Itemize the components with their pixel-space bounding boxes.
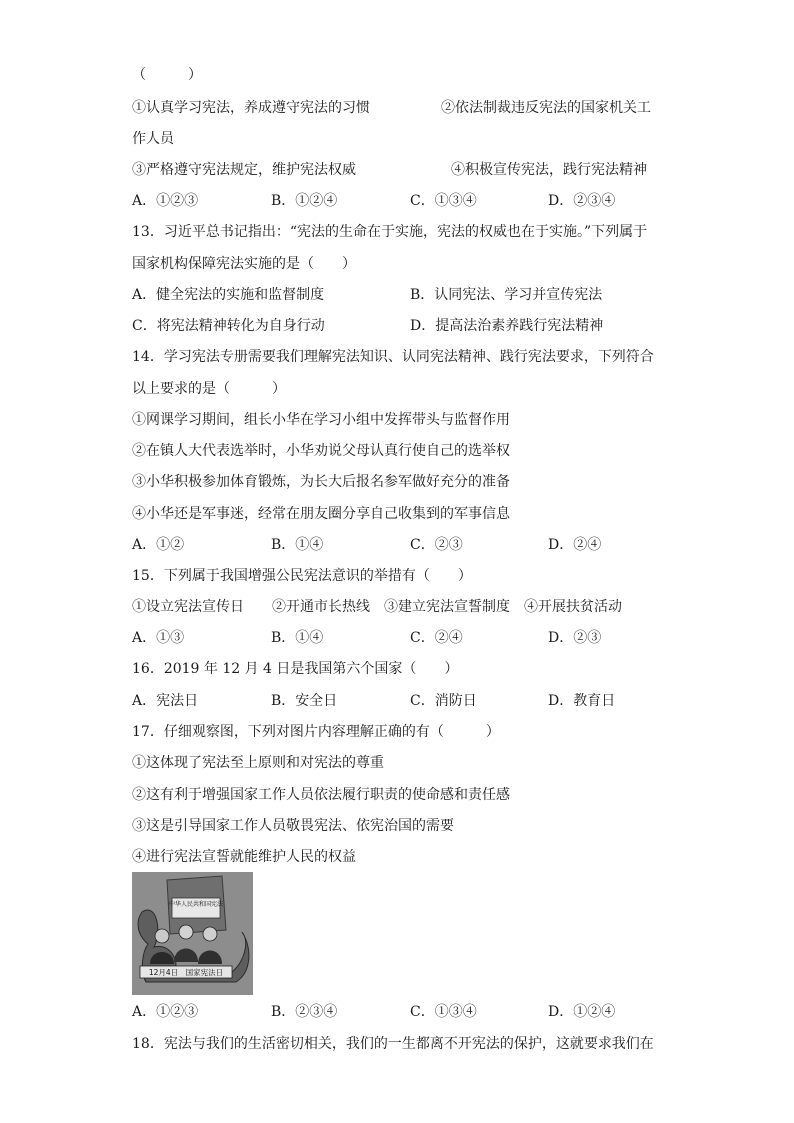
q13-option-a[interactable]: A．健全宪法的实施和监督制度 (132, 287, 325, 303)
q17-option-c[interactable]: C．①③④ (410, 1004, 477, 1020)
q13-option-c[interactable]: C．将宪法精神转化为自身行动 (132, 318, 325, 334)
q12-option-d[interactable]: D．②③④ (548, 193, 616, 209)
q17-option-b[interactable]: B．②③④ (271, 1004, 338, 1020)
q16-option-c[interactable]: C．消防日 (410, 693, 477, 709)
q15-stem: 15．下列属于我国增强公民宪法意识的举措有（ ） (132, 568, 472, 584)
q16-stem: 16．2019 年 12 月 4 日是我国第六个国家（ ） (132, 661, 459, 677)
q17-stem: 17．仔细观察图，下列对图片内容理解正确的有（ ） (132, 724, 500, 740)
q17-statement-4: ④进行宪法宣誓就能维护人民的权益 (132, 849, 356, 865)
q14-option-a[interactable]: A．①② (132, 537, 185, 553)
q18-stem-line-1: 18．宪法与我们的生活密切相关，我们的一生都离不开宪法的保护，这就要求我们在 (132, 1036, 654, 1052)
q12-statement-3: ③严格遵守宪法规定，维护宪法权威 (132, 162, 356, 178)
q15-statements: ①设立宪法宣传日 ②开通市长热线 ③建立宪法宣誓制度 ④开展扶贫活动 (132, 599, 622, 615)
q14-stem-line-2: 以上要求的是（ ） (132, 381, 286, 397)
q12-statement-2: ②依法制裁违反宪法的国家机关工 (441, 100, 651, 116)
q13-option-d[interactable]: D．提高法治素养践行宪法精神 (410, 318, 604, 334)
q17-option-a[interactable]: A．①②③ (132, 1004, 199, 1020)
q17-statement-1: ①这体现了宪法至上原则和对宪法的尊重 (132, 755, 384, 771)
q15-option-a[interactable]: A．①③ (132, 630, 185, 646)
q14-statement-4: ④小华还是军事迷，经常在朋友圈分享自己收集到的军事信息 (132, 506, 510, 522)
q14-option-b[interactable]: B．①④ (271, 537, 324, 553)
q16-option-a[interactable]: A．宪法日 (132, 693, 199, 709)
q12-option-a[interactable]: A．①②③ (132, 193, 199, 209)
q12-option-b[interactable]: B．①②④ (271, 193, 338, 209)
q17-statement-3: ③这是引导国家工作人员敬畏宪法、依宪治国的需要 (132, 818, 454, 834)
constitution-day-illustration (132, 872, 253, 995)
q12-statement-2-continued: 作人员 (132, 131, 174, 147)
q12-statement-4: ④积极宣传宪法，践行宪法精神 (451, 162, 647, 178)
q17-statement-2: ②这有利于增强国家工作人员依法履行职责的使命感和责任感 (132, 787, 510, 803)
q13-option-b[interactable]: B．认同宪法、学习并宣传宪法 (410, 287, 603, 303)
q14-option-c[interactable]: C．②③ (410, 537, 463, 553)
q14-option-d[interactable]: D．②④ (548, 537, 602, 553)
q16-option-b[interactable]: B．安全日 (271, 693, 338, 709)
q12-stem-end: （ ） (132, 67, 202, 83)
q12-option-c[interactable]: C．①③④ (410, 193, 477, 209)
banner-label: 12月4日 国家宪法日 (148, 968, 224, 977)
q15-option-d[interactable]: D．②③ (548, 630, 602, 646)
q15-option-b[interactable]: B．①④ (271, 630, 324, 646)
q14-statement-1: ①网课学习期间，组长小华在学习小组中发挥带头与监督作用 (132, 412, 510, 428)
q16-option-d[interactable]: D．教育日 (548, 693, 616, 709)
book-label: 中华人民共和国宪法 (168, 901, 224, 908)
q17-option-d[interactable]: D．①②④ (548, 1004, 616, 1020)
q14-statement-3: ③小华积极参加体育锻炼，为长大后报名参军做好充分的准备 (132, 474, 510, 490)
q13-stem-line-1: 13．习近平总书记指出：“宪法的生命在于实施，宪法的权威也在于实施。”下列属于 (132, 224, 648, 240)
q14-statement-2: ②在镇人大代表选举时，小华劝说父母认真行使自己的选举权 (132, 443, 510, 459)
q12-statement-1: ①认真学习宪法，养成遵守宪法的习惯 (132, 100, 370, 116)
q15-option-c[interactable]: C．②④ (410, 630, 463, 646)
q14-stem-line-1: 14．学习宪法专册需要我们理解宪法知识、认同宪法精神、践行宪法要求，下列符合 (132, 349, 654, 365)
q13-stem-line-2: 国家机构保障宪法实施的是（ ） (132, 256, 356, 272)
